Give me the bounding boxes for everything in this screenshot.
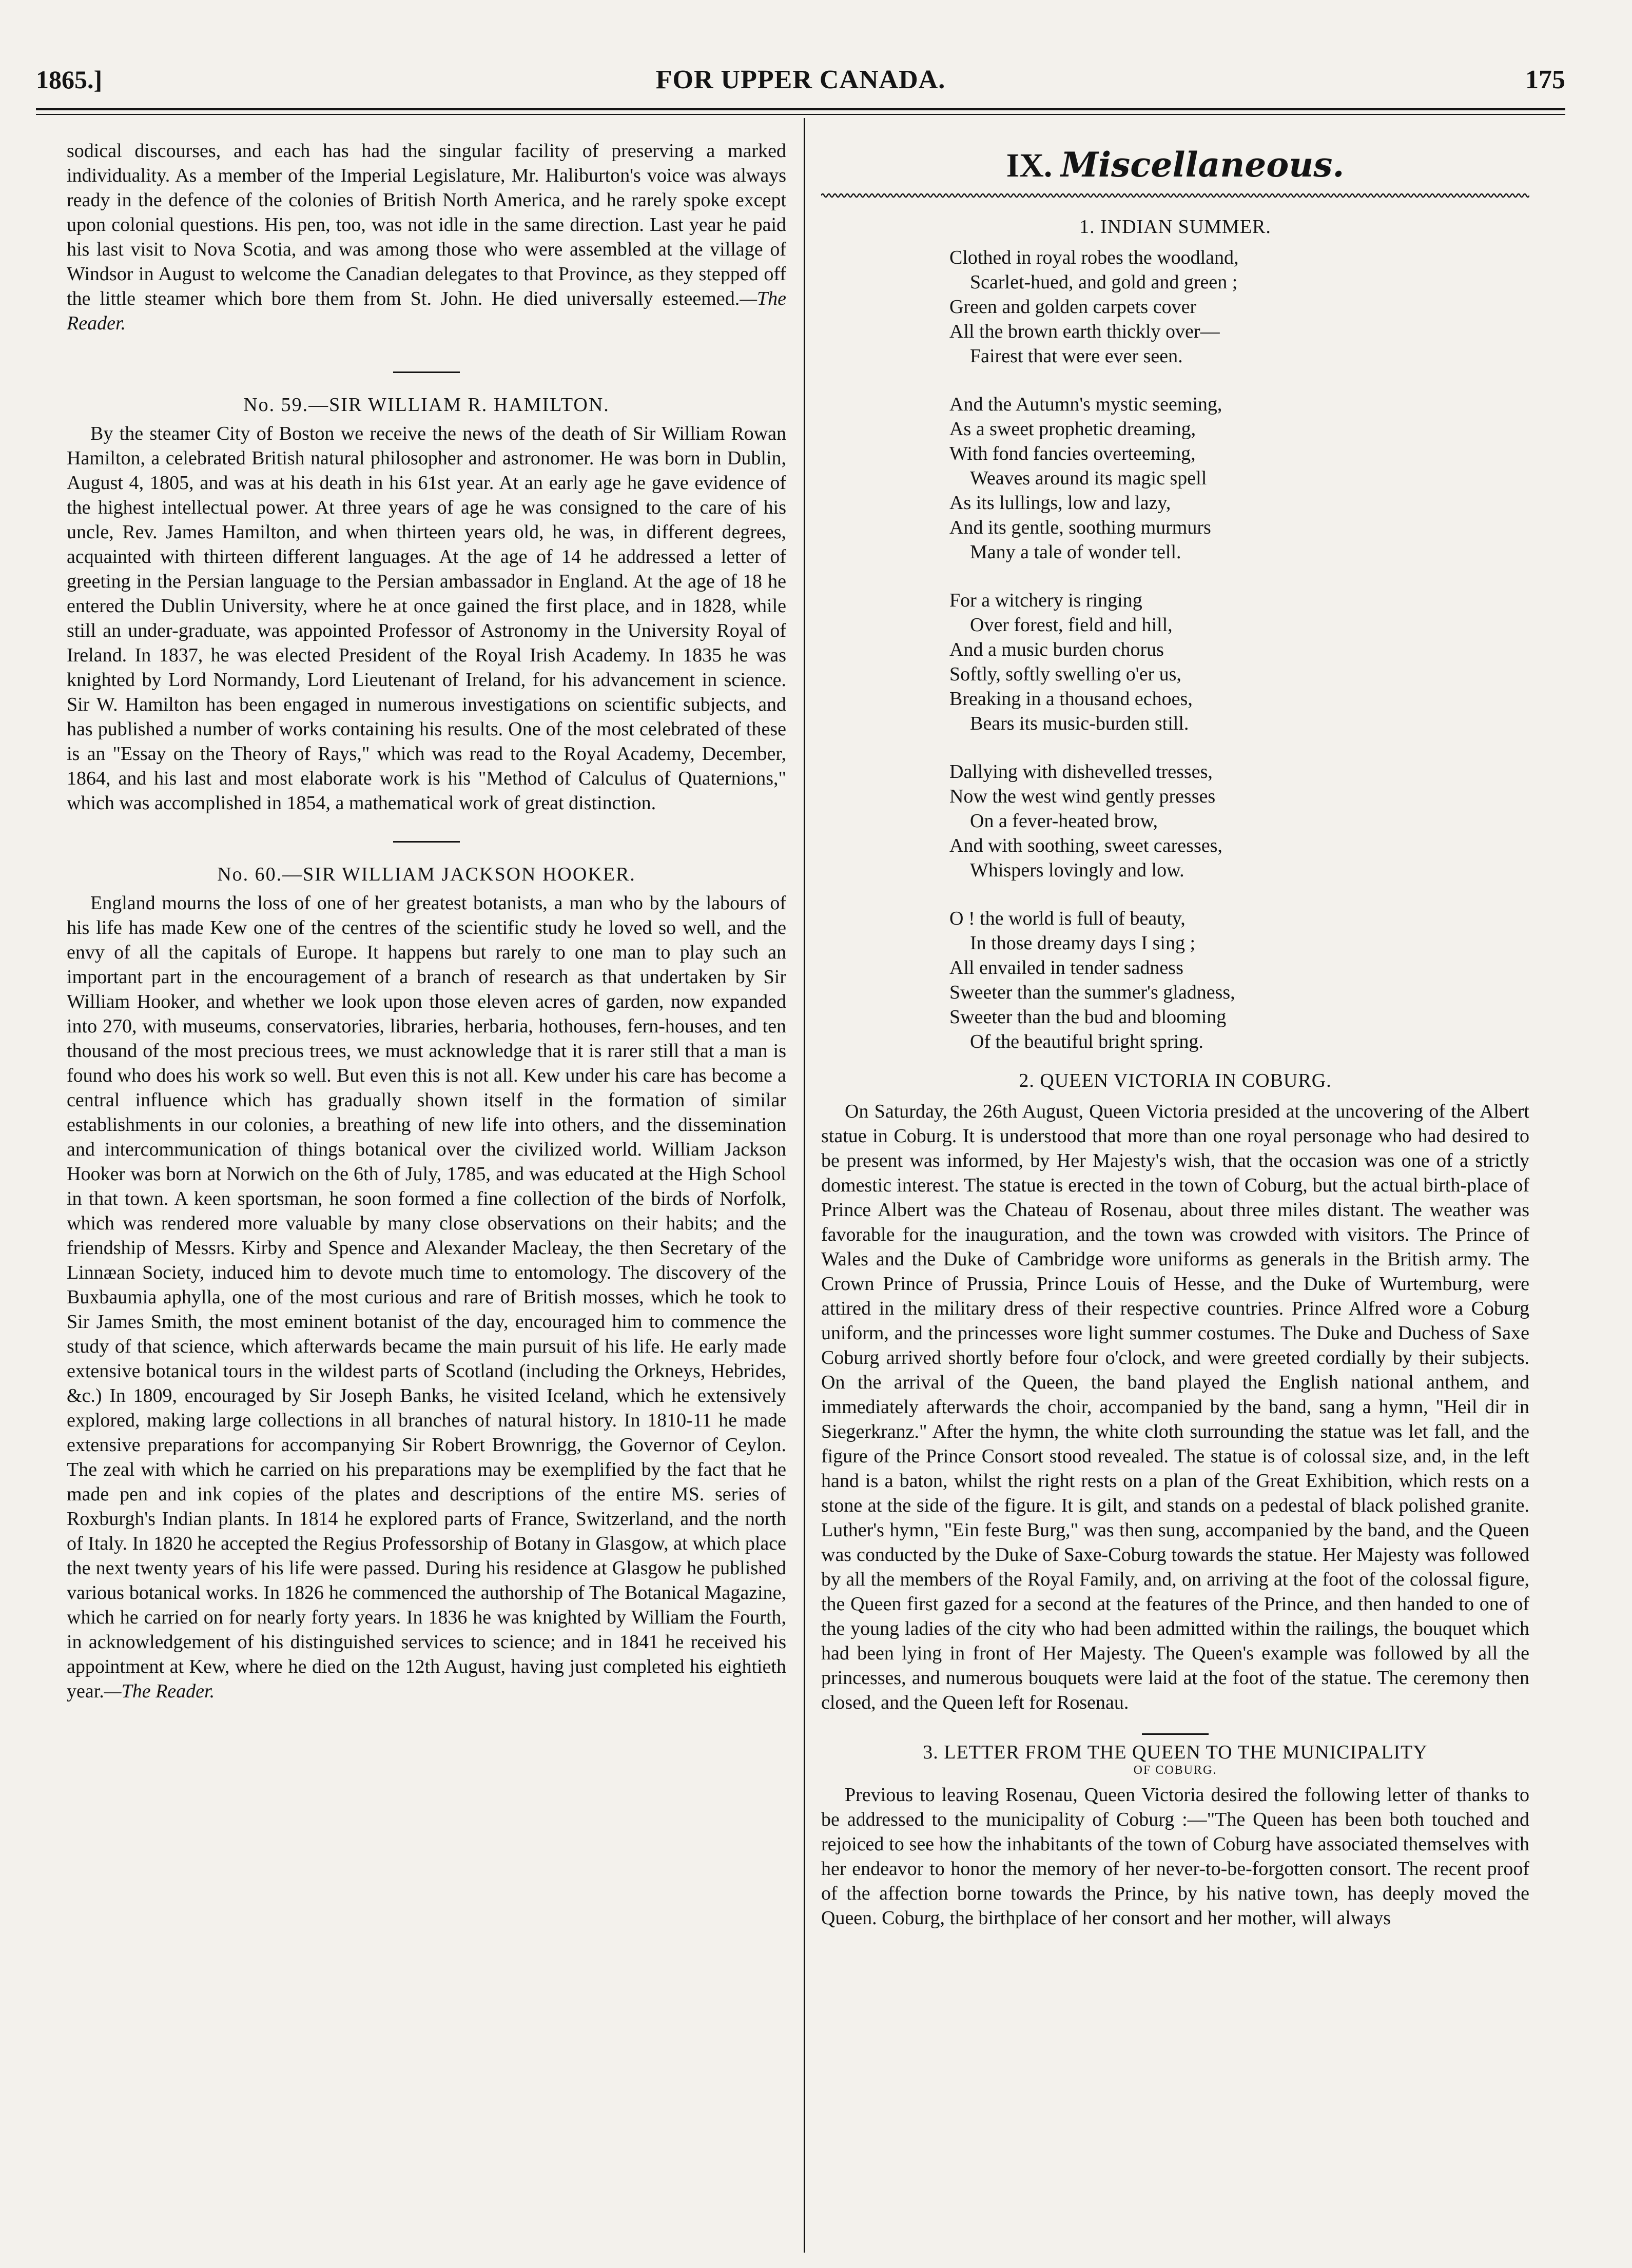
hooker-text: England mourns the loss of one of her greatest botanists, a man who by the labours of his life has made Kew one of the centres of the scientific study he loved so well, and the envy of all the capitals of Europe. It happens but rarely to one man to play such an important part in the encouragement of a branch of research as that undertaken by Sir William Hooker, and whether we look upon those eleven acres of garden, now expanded into 270, with museums, conservatories, libraries, herbaria, hothouses, fern-houses, and ten thousand of the most precious trees, we must acknowledge that it is rarer still that a man is found who does his work so well. But even this is not all. Kew under his care has become a central influence which has gradually shown itself in the formation of similar establishments in our colonies, a breathing of new life into others, and the dissemination and intercommunication of things botanical over the civilized world. William Jackson Hooker was born at Norwich on the 6th of July, 1785, and was educated at the High School in that town. A keen sportsman, he soon formed a fine collection of the birds of Norfolk, which was rendered more valuable by many close observations on their habits; and the friendship of Messrs. Kirby and Spence and Alexander Macleay, the then Secretary of the Linnæan Society, induced him to devote much time to entomology. The discovery of the Buxbaumia aphylla, one of the most curious and rare of British mosses, which he took to Sir James Smith, the most eminent botanist of the day, encouraged him to commence the study of that science, which afterwards became the main pursuit of his life. He early made extensive botanical tours in the wildest parts of Scotland (including the Orkneys, Hebrides, &c.) In 1809, encouraged by Sir Joseph Banks, he visited Iceland, which he extensively explored, making large collections in all branches of natural history. In 1810-11 he made extensive preparations for accompanying Sir Robert Brownrigg, the Governor of Ceylon. The zeal with which he carried on his preparations may be exemplified by the fact that he made pen and ink copies of the plates and descriptions of the entire MS. series of Roxburgh's Indian plants. In 1814 he explored parts of France, Switzerland, and the north of Italy. In 1820 he accepted the Regius Professorship of Botany in Glasgow, at which place the next twenty years of his life were passed. During his residence at Glasgow he published various botanical works. In 1826 he commenced the authorship of The Botanical Magazine, which he carried on for nearly forty years. In 1836 he was knighted by William the Fourth, in acknowledgement of his distinguished services to science; and in 1841 he received his appointment at Kew, where he died on the 12th August, having just completed his eightieth year.: [67, 892, 786, 1702]
queen-coburg-paragraph: On Saturday, the 26th August, Queen Victoria presided at the uncovering of the Albert statue in Coburg. It is understood that more than one royal personage who had desired to be present was informed, by Her Majesty's wish, that the occasion was one of a strictly domestic interest. The statue is erected in the town of Coburg, but the actual birth-place of Prince Albert was the Chateau of Rosenau, about three miles distant. The weather was favorable for the inauguration, and the town was crowded with visitors. The Prince of Wales and the Duke of Cambridge wore uniforms as generals in the British army. The Crown Prince of Prussia, Prince Louis of Hesse, and the Duke of Wurtemburg, were attired in the military dress of their respective countries. Prince Alfred wore a Coburg uniform, and the princesses wore light summer costumes. The Duke and Duchess of Saxe Coburg arrived shortly before four o'clock, and were greeted cordially by their subjects. On the arrival of the Queen, the band played the English national anthem, and immediately afterwards the choir, accompanied by the band, sang a hymn, "Heil dir in Siegerkranz." After the hymn, the white cloth surrounding the statue was let fall, and the figure of the Prince Consort stood revealed. The statue is of colossal size, and, in the left hand is a baton, whilst the right rests on a plan of the Great Exhibition, which rests on a stone at the side of the figure. It is gilt, and stands on a pedestal of black polished granite. Luther's hymn, "Ein feste Burg," was then sung, accompanied by the band, and the Queen was conducted by the Duke of Saxe-Coburg towards the statue. Her Majesty was followed by all the members of the Royal Family, and, on arriving at the foot of the colossal figure, the Queen first gazed for a second at the features of the Prince, and then handed to one of the young ladies of the city who had been admitted within the railings, the bouquet which had been lying in front of Her Majesty. The Queen's example was followed by all the princesses, and numerous bouquets were laid at the foot of the statue. The ceremony then closed, and the Queen left for Rosenau.: [821, 1101, 1529, 1713]
poem-line: As a sweet prophetic dreaming,: [949, 418, 1196, 440]
hamilton-heading: No. 59.—SIR WILLIAM R. HAMILTON.: [243, 394, 610, 416]
poem-line: Clothed in royal robes the woodland,: [949, 247, 1239, 268]
queen-coburg-heading: 2. QUEEN VICTORIA IN COBURG.: [1019, 1070, 1332, 1091]
header-rule-thin: [36, 114, 1565, 115]
header-year: 1865.]: [36, 65, 103, 94]
section-rule: [393, 841, 460, 843]
column-divider: [804, 118, 805, 2253]
page-number: 175: [1525, 65, 1565, 94]
poem-line: In those dreamy days I sing ;: [970, 932, 1196, 954]
right-column: [821, 139, 1529, 1930]
indian-summer-heading: 1. INDIAN SUMMER.: [1079, 216, 1271, 238]
poem-line: Dallying with dishevelled tresses,: [949, 761, 1213, 783]
haliburton-text: sodical discourses, and each has had the singular facility of preserving a marked individuality. As a member of the Imperial Legislature, Mr. Haliburton's voice was always ready in the defence of the colonies of British North America, and he rarely spoke except upon colonial questions. His pen, too, was not idle in the same direction. Last year he paid his last visit to Nova Scotia, and was among those who were assembled at the village of Windsor in August to welcome the Canadian delegates to that Province, as they stepped off the little steamer which bore them from St. John. He died universally esteemed.: [67, 140, 786, 309]
left-column: [67, 139, 786, 1704]
poem-line: Breaking in a thousand echoes,: [949, 688, 1193, 710]
running-header: [36, 65, 1565, 112]
poem-line: For a witchery is ringing: [949, 590, 1142, 611]
poem-line: All the brown earth thickly over—: [949, 321, 1220, 342]
poem-line: And its gentle, soothing murmurs: [949, 517, 1211, 538]
poem-line: Scarlet-hued, and gold and green ;: [970, 271, 1238, 293]
haliburton-signature: —The Reader.: [67, 288, 786, 334]
indian-summer-poem: [821, 245, 1529, 1054]
poem-line: Bears its music-burden still.: [970, 713, 1189, 734]
poem-line: On a fever-heated brow,: [970, 810, 1158, 832]
poem-stanza: [949, 759, 1529, 883]
poem-line: Whispers lovingly and low.: [970, 859, 1184, 881]
miscellaneous-heading: [821, 145, 1529, 185]
poem-line: And the Autumn's mystic seeming,: [949, 394, 1222, 415]
letter-subheading: OF COBURG.: [1133, 1764, 1217, 1777]
poem-line: Softly, softly swelling o'er us,: [949, 663, 1181, 685]
poem-line: All envailed in tender sadness: [949, 957, 1183, 979]
poem-stanza: [949, 588, 1529, 736]
wavy-rule-graphic: [821, 191, 1529, 200]
poem-stanza: [949, 245, 1529, 368]
poem-line: And with soothing, sweet caresses,: [949, 835, 1222, 856]
section-title: Miscellaneous.: [1060, 145, 1345, 185]
poem-line: And a music burden chorus: [949, 639, 1164, 660]
hooker-paragraph: [67, 891, 786, 1704]
header-rule: [36, 108, 1565, 110]
poem-stanza: [949, 906, 1529, 1054]
letter-heading: 3. LETTER FROM THE QUEEN TO THE MUNICIPALITY: [923, 1742, 1428, 1763]
hooker-heading: No. 60.—SIR WILLIAM JACKSON HOOKER.: [217, 864, 636, 885]
poem-line: Over forest, field and hill,: [970, 614, 1173, 636]
letter-paragraph: Previous to leaving Rosenau, Queen Victoria desired the following letter of thanks to be addressed to the municipality of Coburg :—"The Queen has been both touched and rejoiced to see how the inhabitants of the town of Coburg have associated themselves with her endeavor to honor the memory of her never-to-be-forgotten consort. The recent proof of the affection borne towards the Prince, by his native town, has deeply moved the Queen. Coburg, the birthplace of her consort and her mother, will always: [821, 1784, 1529, 1929]
poem-line: Sweeter than the bud and blooming: [949, 1006, 1227, 1028]
hamilton-paragraph: By the steamer City of Boston we receive the news of the death of Sir William Rowan Hamilton, a celebrated British natural philosopher and astronomer. He was born in Dublin, August 4, 1805, and was at his death in his 61st year. At an early age he gave evidence of the highest intellectual power. At three years of age he was consigned to the care of his uncle, Rev. James Hamilton, and when thirteen years old, he was, in different degrees, acquainted with thirteen different languages. At the age of 14 he addressed a letter of greeting in the Persian language to the Persian ambassador in England. At the age of 18 he entered the Dublin University, where he at once gained the first place, and in 1828, while still an under-graduate, was appointed Professor of Astronomy in the University Royal of Ireland. In 1837, he was elected President of the Royal Irish Academy. In 1835 he was knighted by Lord Normandy, Lord Lieutenant of Ireland, for his advancement in science. Sir W. Hamilton has been engaged in numerous investigations on scientific subjects, and has published a number of works containing his results. One of the most celebrated of these is an "Essay on the Theory of Rays," which was read to the Royal Academy, December, 1864, and his last and most elaborate work is his "Method of Calculus of Quaternions," which was accomplished in 1854, a mathematical work of great distinction.: [67, 423, 786, 814]
poem-line: Sweeter than the summer's gladness,: [949, 982, 1235, 1003]
wavy-rule: [821, 191, 1529, 202]
poem-line: As its lullings, low and lazy,: [949, 492, 1171, 514]
section-rule: [1142, 1733, 1209, 1735]
haliburton-paragraph: [67, 139, 786, 336]
poem-line: Weaves around its magic spell: [970, 467, 1207, 489]
poem-line: With fond fancies overteeming,: [949, 443, 1196, 464]
hooker-signature: —The Reader.: [104, 1680, 215, 1702]
poem-stanza: [949, 392, 1529, 564]
poem-line: Many a tale of wonder tell.: [970, 541, 1181, 563]
poem-line: Fairest that were ever seen.: [970, 345, 1183, 367]
poem-line: Of the beautiful bright spring.: [970, 1031, 1203, 1052]
poem-line: Green and golden carpets cover: [949, 296, 1197, 318]
header-title: FOR UPPER CANADA.: [655, 65, 946, 94]
poem-line: Now the west wind gently presses: [949, 786, 1216, 807]
section-rule: [393, 372, 460, 373]
poem-line: O ! the world is full of beauty,: [949, 908, 1186, 929]
section-number: IX.: [1006, 147, 1053, 184]
